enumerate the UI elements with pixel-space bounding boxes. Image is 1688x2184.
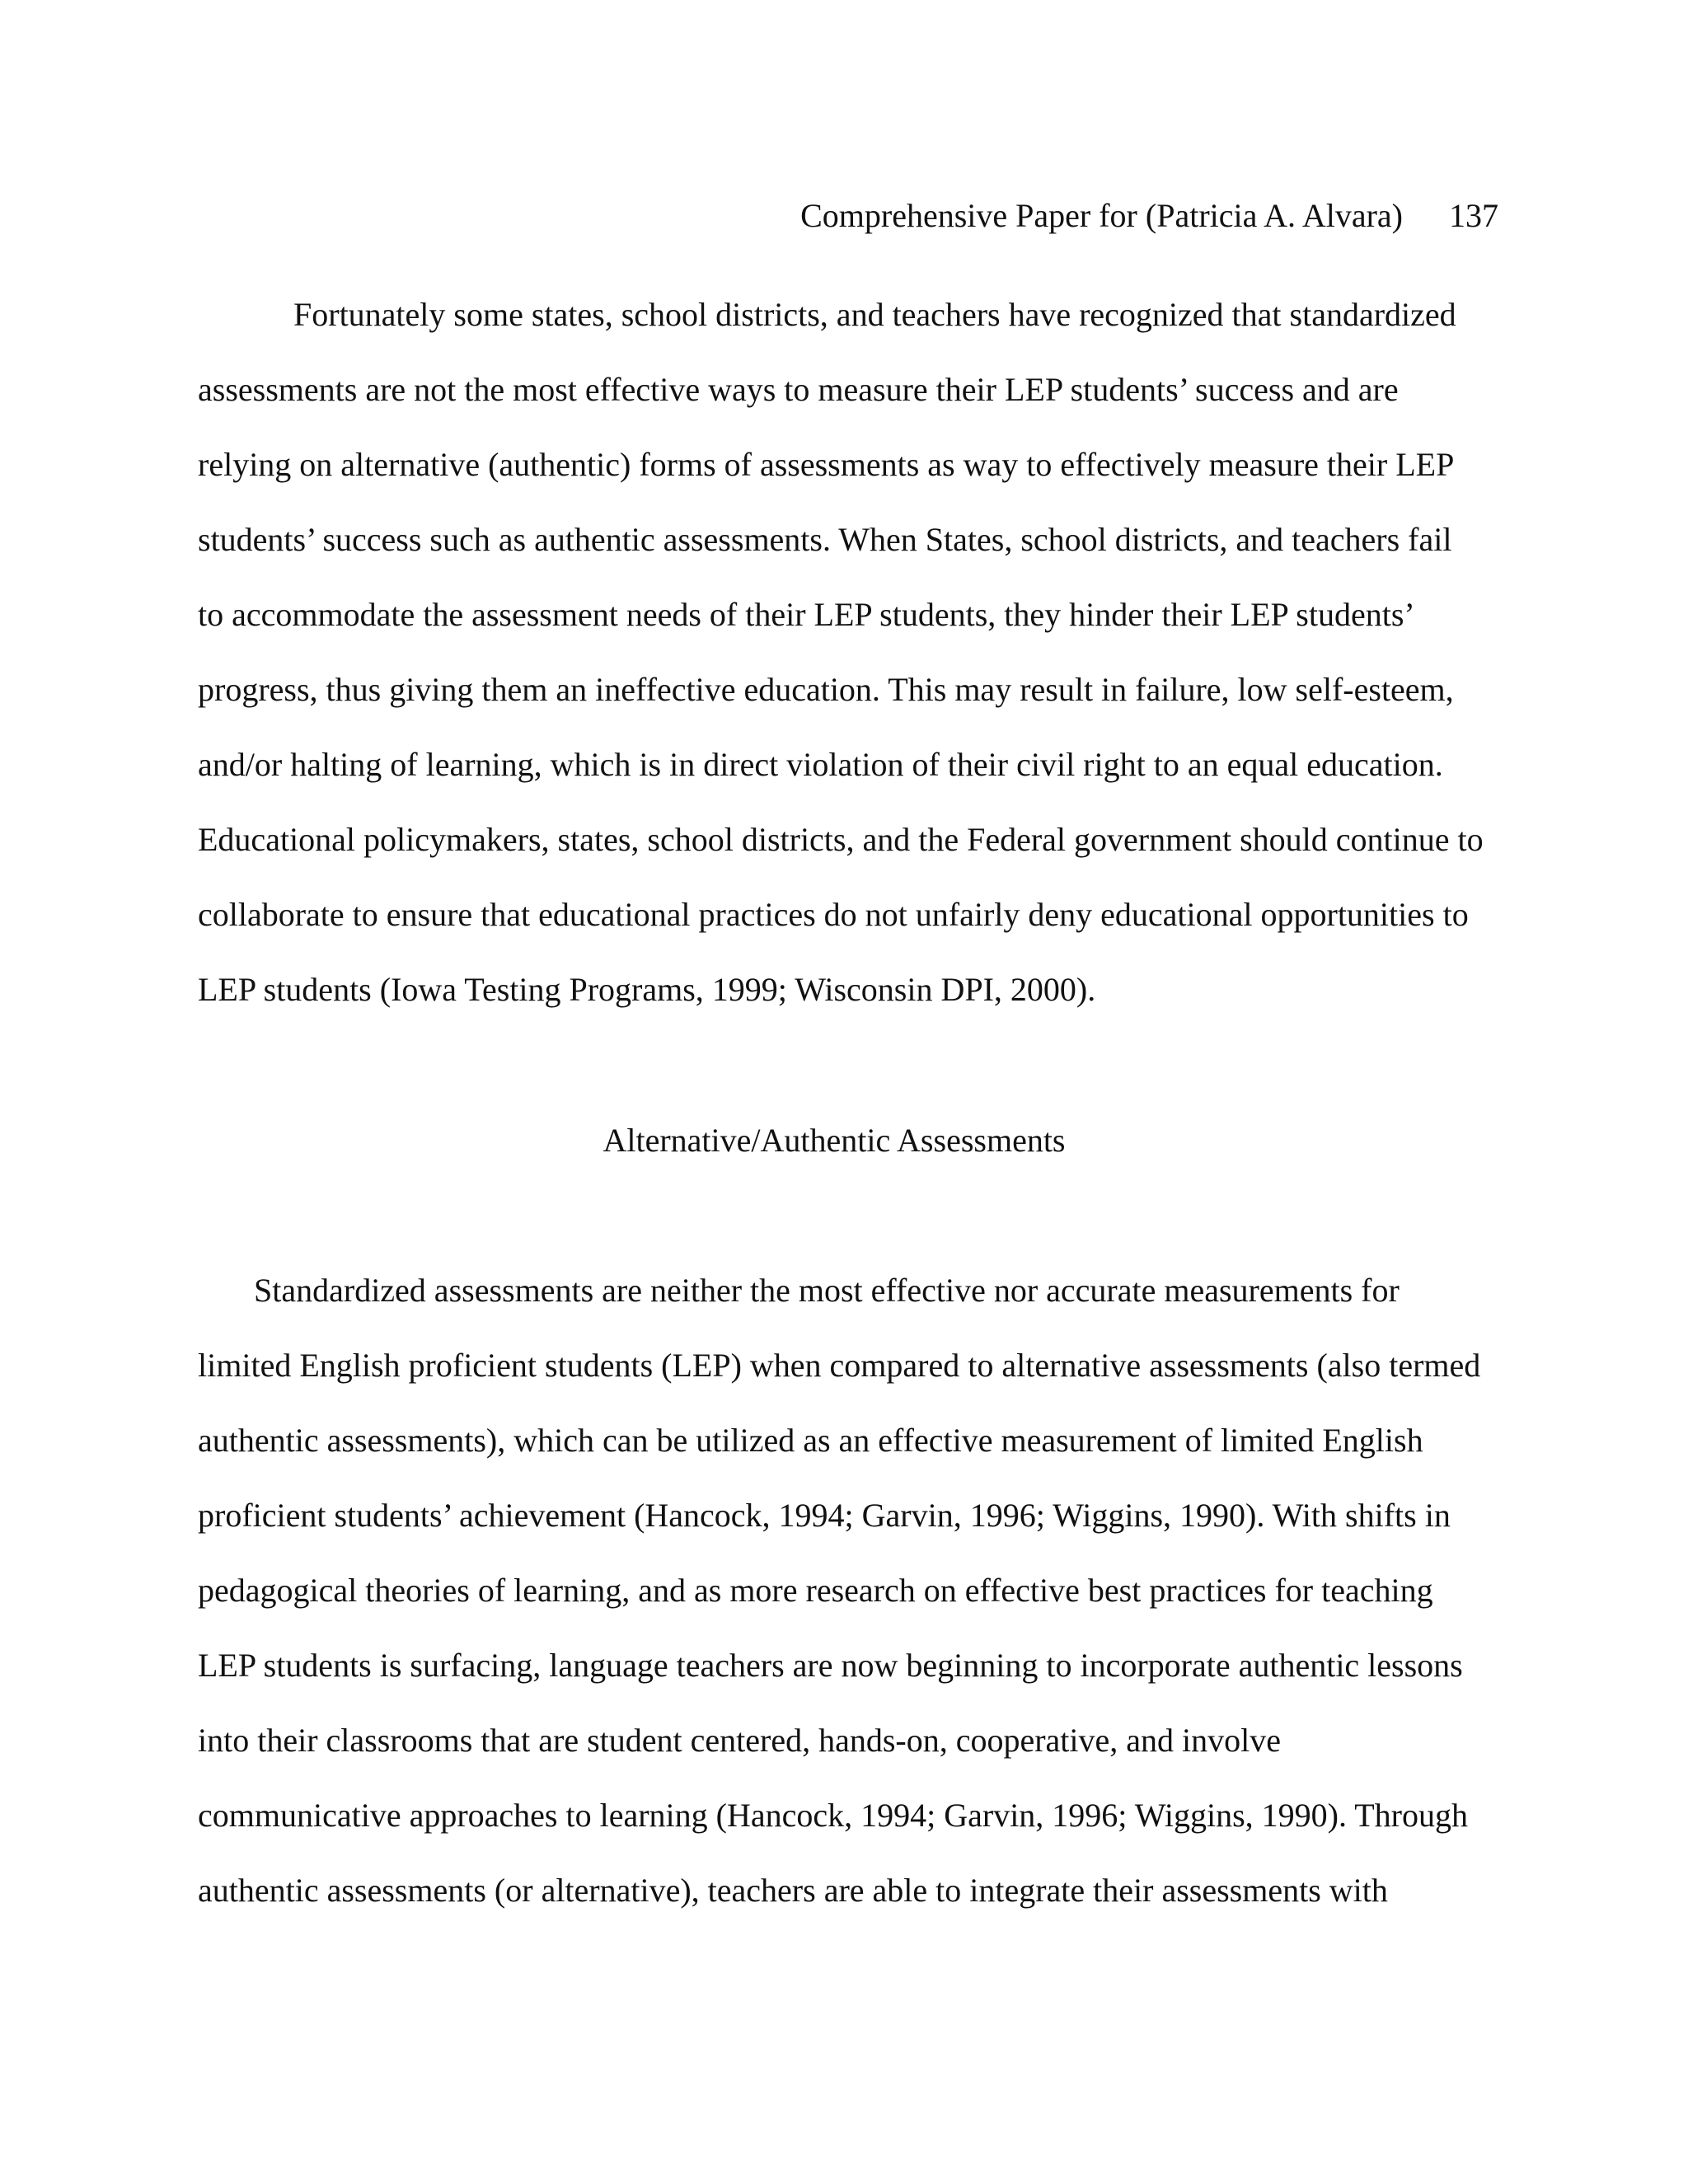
paragraph-line: and/or halting of learning, which is in direct violation of their civil right to an equal education. [198,746,1443,783]
running-header [800,196,1498,236]
running-title: Comprehensive Paper for (Patricia A. Alvara) [800,197,1403,234]
paragraph-line: into their classrooms that are student centered, hands-on, cooperative, and involve [198,1722,1282,1759]
paragraph-line: limited English proficient students (LEP) when compared to alternative assessments (also termed [198,1347,1481,1384]
paragraph-line: Educational policymakers, states, school districts, and the Federal government should continue to [198,821,1484,858]
paragraph-line: to accommodate the assessment needs of their LEP students, they hinder their LEP students’ [198,596,1415,633]
paragraph-line: communicative approaches to learning (Hancock, 1994; Garvin, 1996; Wiggins, 1990). Through [198,1797,1468,1834]
paragraph-line: LEP students is surfacing, language teachers are now beginning to incorporate authentic lessons [198,1647,1463,1684]
paragraph-line: assessments are not the most effective ways to measure their LEP students’ success and are [198,371,1399,408]
paragraph-line: proficient students’ achievement (Hancock, 1994; Garvin, 1996; Wiggins, 1990). With shifts in [198,1497,1451,1534]
paragraph-line: collaborate to ensure that educational practices do not unfairly deny educational opportunities to [198,896,1469,933]
paragraph-line: LEP students (Iowa Testing Programs, 1999; Wisconsin DPI, 2000). [198,971,1096,1008]
paragraph-line: authentic assessments (or alternative), teachers are able to integrate their assessments with [198,1872,1388,1909]
paragraph-line: Standardized assessments are neither the most effective nor accurate measurements for [254,1272,1400,1309]
paragraph-line: Fortunately some states, school districts, and teachers have recognized that standardized [293,296,1456,333]
paragraph-line: students’ success such as authentic assessments. When States, school districts, and teachers fail [198,521,1452,558]
section-heading: Alternative/Authentic Assessments [603,1122,1066,1159]
page-number: 137 [1449,197,1498,234]
paragraph-line: authentic assessments), which can be utilized as an effective measurement of limited English [198,1422,1423,1459]
paragraph-line: relying on alternative (authentic) forms of assessments as way to effectively measure their LEP [198,446,1455,483]
paragraph-line: pedagogical theories of learning, and as more research on effective best practices for teaching [198,1572,1433,1609]
paragraph-line: progress, thus giving them an ineffective education. This may result in failure, low self-esteem, [198,671,1454,708]
